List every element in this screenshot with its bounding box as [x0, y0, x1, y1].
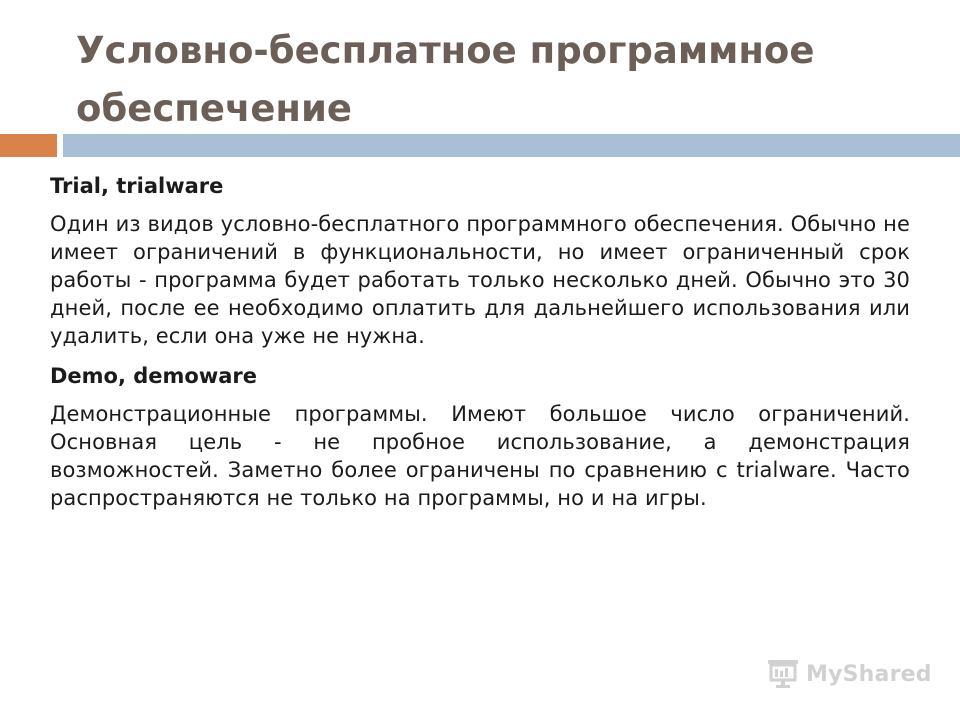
description-trial: Один из видов условно-бесплатного программного обеспечения. Обычно не имеет ограничений в функциональности, но имеет ограниченный срок работы - программа будет работать только несколько дней. Обычно это 30 дней, после ее необходимо оплатить для дальнейшего использования или удалить, если она уже не нужна. [50, 212, 910, 348]
description-demo: Демонстрационные программы. Имеют большое число ограничений. Основная цель - не пробное использование, а демонстрация возможностей. Заметно более ограничены по сравнению с trialware. Часто распространяются не только на программы, но и на игры. [50, 402, 910, 510]
term-trial: Trial, trialware [50, 174, 224, 198]
title-rule-accent [0, 134, 57, 157]
watermark-logo [766, 656, 932, 692]
term-demo: Demo, demoware [50, 364, 258, 388]
title-rule-bar [63, 134, 960, 157]
slide-title: Условно-бесплатное программное обеспечение [76, 29, 815, 130]
presentation-board-icon [766, 658, 800, 690]
slide-body [50, 170, 910, 512]
watermark-text: MyShared [806, 661, 932, 687]
